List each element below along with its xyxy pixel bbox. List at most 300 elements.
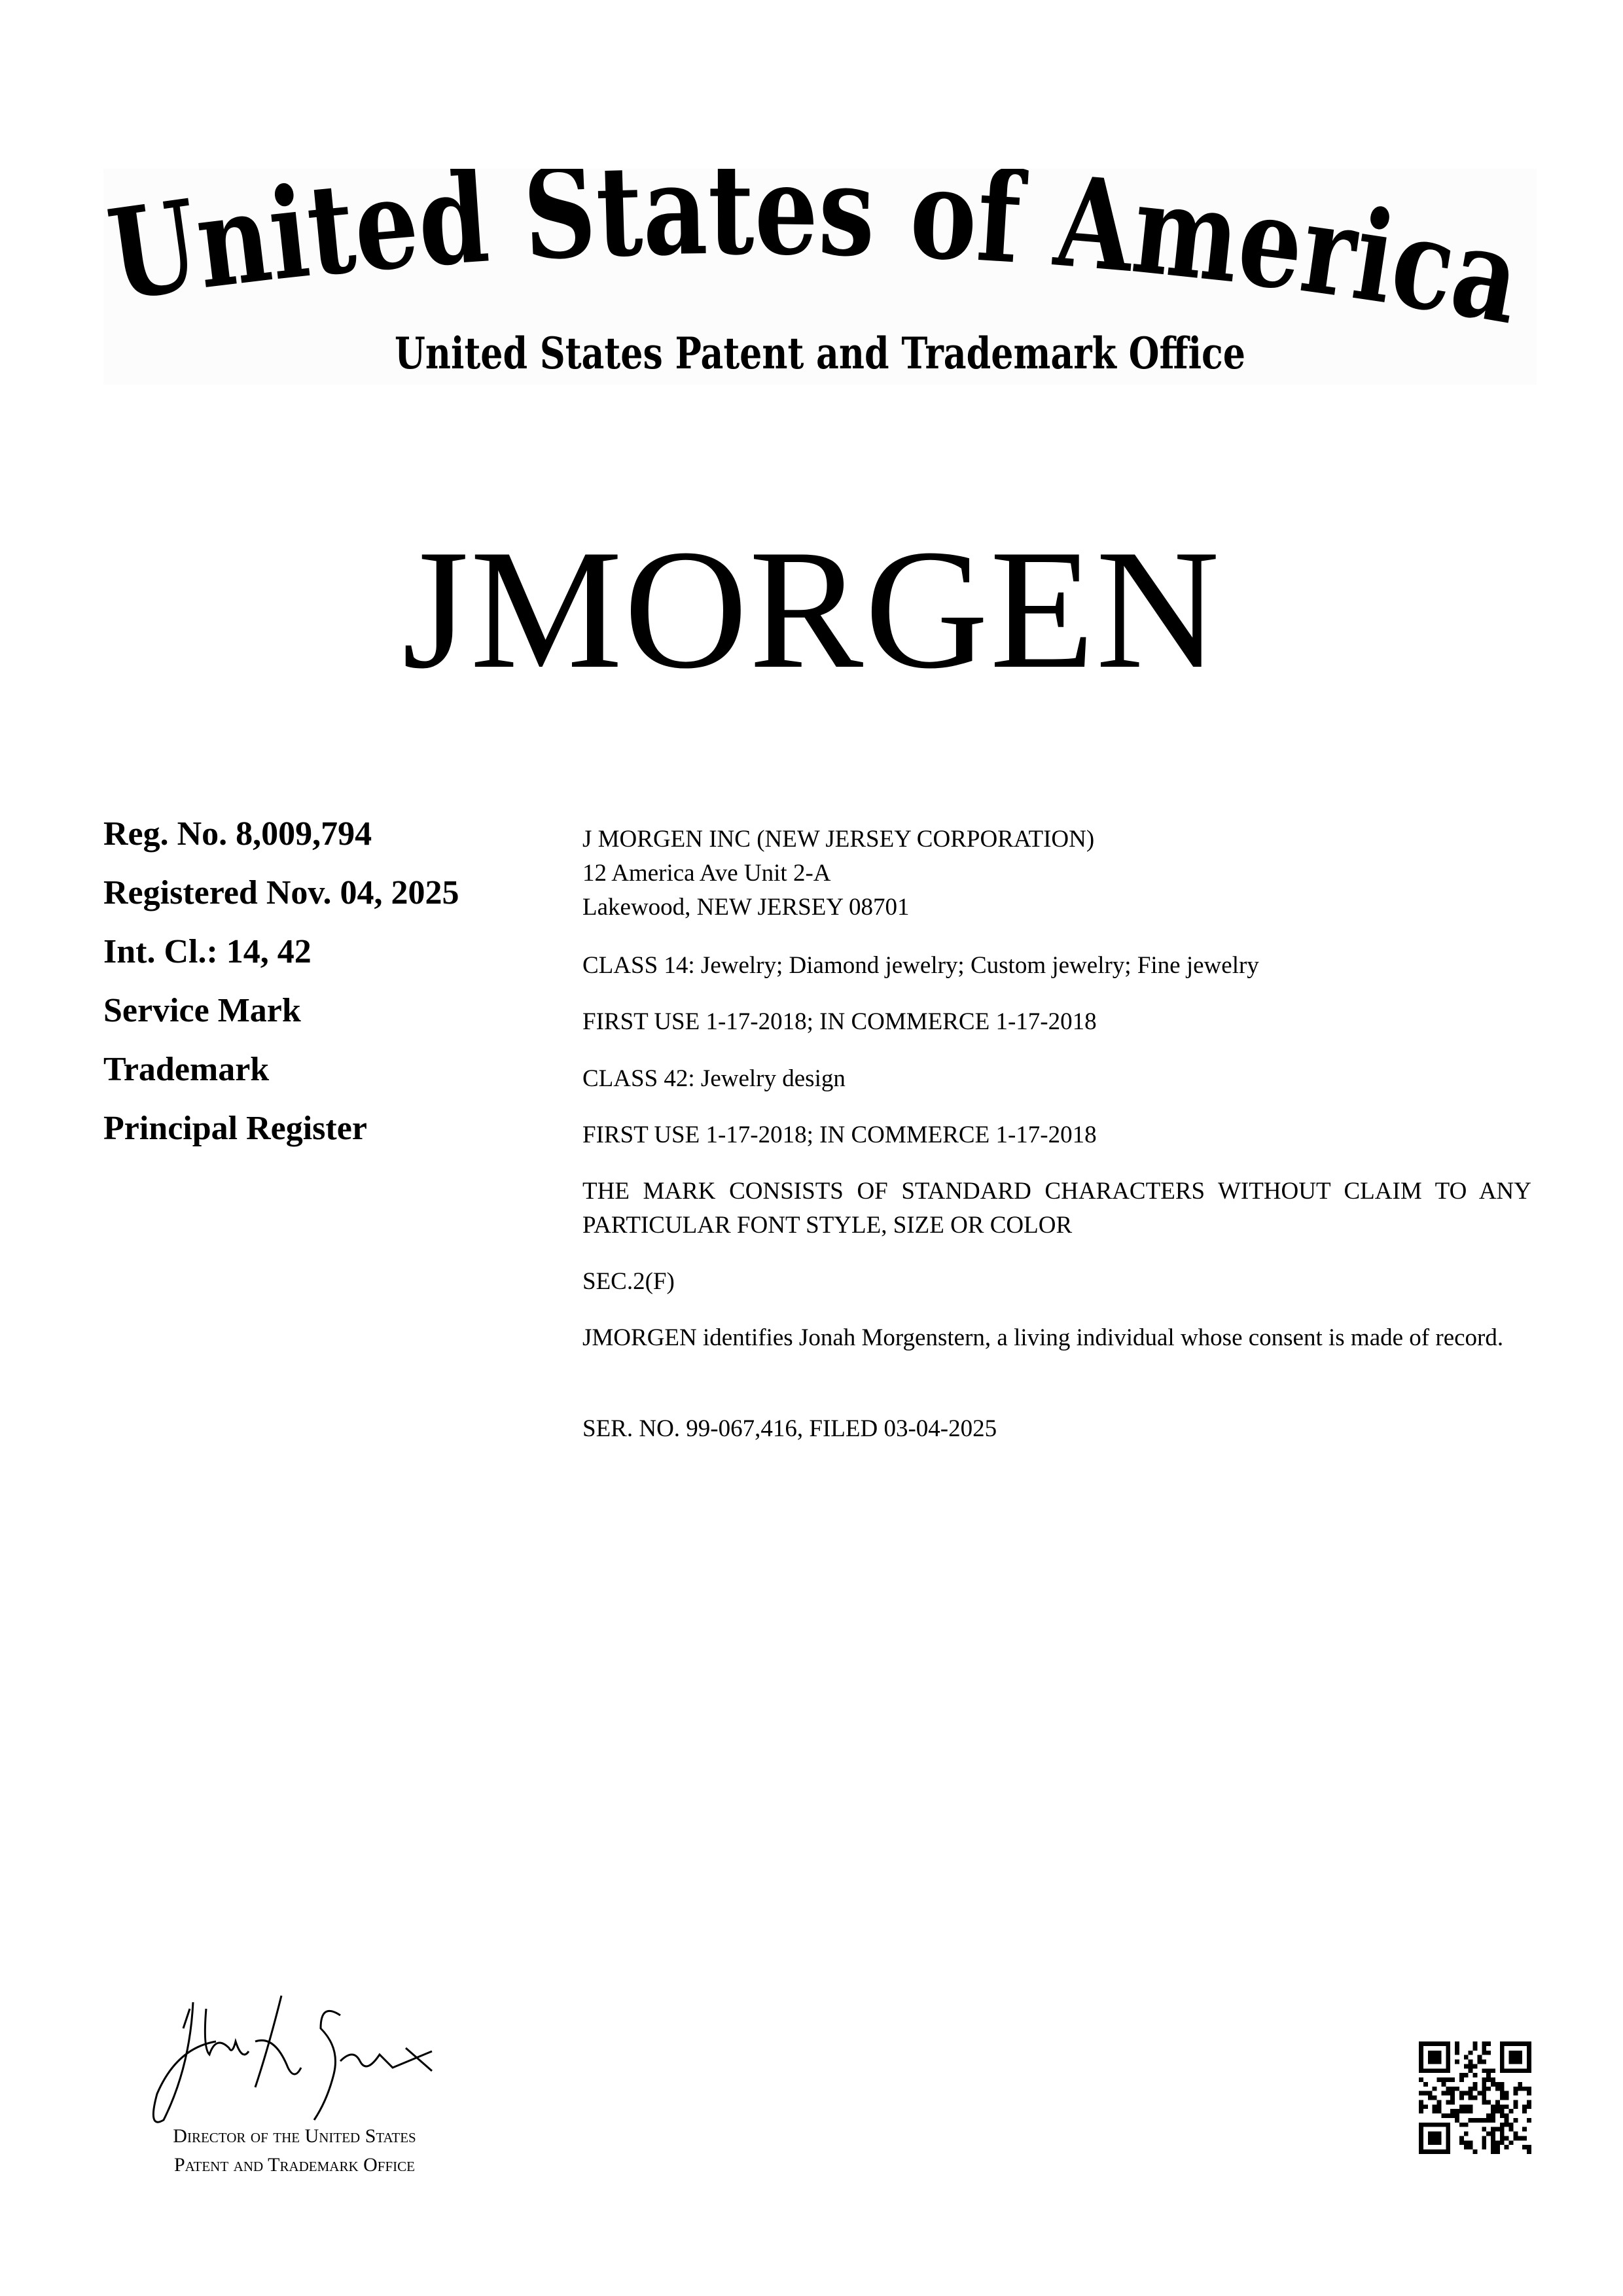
qr-module bbox=[1433, 2132, 1437, 2136]
qr-module bbox=[1473, 2041, 1478, 2046]
qr-module bbox=[1513, 2091, 1518, 2096]
qr-module bbox=[1522, 2127, 1527, 2132]
qr-module bbox=[1500, 2068, 1505, 2073]
qr-module bbox=[1437, 2136, 1442, 2140]
qr-module bbox=[1513, 2132, 1518, 2136]
qr-module bbox=[1486, 2087, 1491, 2091]
qr-module bbox=[1505, 2136, 1509, 2140]
qr-module bbox=[1419, 2140, 1423, 2145]
qr-module bbox=[1486, 2113, 1491, 2118]
qr-module bbox=[1495, 2140, 1500, 2145]
qr-module bbox=[1505, 2118, 1509, 2123]
qr-module bbox=[1437, 2051, 1442, 2055]
qr-module bbox=[1464, 2123, 1469, 2127]
qr-module bbox=[1433, 2136, 1437, 2140]
qr-module bbox=[1459, 2104, 1464, 2109]
banner-logo bbox=[103, 169, 1537, 385]
qr-module bbox=[1433, 2104, 1437, 2109]
qr-module bbox=[1513, 2118, 1518, 2123]
qr-module bbox=[1522, 2109, 1527, 2113]
qr-module bbox=[1455, 2041, 1459, 2046]
qr-module bbox=[1419, 2046, 1423, 2051]
qr-module bbox=[1486, 2100, 1491, 2104]
qr-module bbox=[1450, 2113, 1455, 2118]
qr-module bbox=[1518, 2041, 1522, 2046]
qr-module bbox=[1473, 2118, 1478, 2123]
qr-module bbox=[1469, 2064, 1473, 2068]
qr-module bbox=[1482, 2060, 1486, 2064]
qr-module bbox=[1450, 2077, 1455, 2082]
reg-number: Reg. No. 8,009,794 bbox=[103, 815, 372, 853]
qr-module bbox=[1491, 2145, 1495, 2149]
qr-module bbox=[1446, 2136, 1450, 2140]
qr-module bbox=[1527, 2060, 1531, 2064]
qr-module bbox=[1522, 2136, 1527, 2140]
qr-module bbox=[1477, 2055, 1482, 2060]
qr-module bbox=[1423, 2068, 1428, 2073]
qr-module bbox=[1491, 2127, 1495, 2132]
qr-module bbox=[1450, 2109, 1455, 2113]
qr-module bbox=[1473, 2082, 1478, 2087]
qr-module bbox=[1473, 2073, 1478, 2077]
qr-module bbox=[1423, 2091, 1428, 2096]
qr-module bbox=[1469, 2140, 1473, 2145]
qr-module bbox=[1505, 2113, 1509, 2118]
qr-module bbox=[1469, 2109, 1473, 2113]
qr-module bbox=[1419, 2123, 1423, 2127]
qr-module bbox=[1441, 2077, 1446, 2082]
qr-module bbox=[1495, 2145, 1500, 2149]
qr-module bbox=[1437, 2109, 1442, 2113]
qr-module bbox=[1491, 2068, 1495, 2073]
qr-module bbox=[1419, 2068, 1423, 2073]
qr-module bbox=[1482, 2100, 1486, 2104]
qr-module bbox=[1469, 2145, 1473, 2149]
qr-module bbox=[1486, 2118, 1491, 2123]
qr-module bbox=[1459, 2136, 1464, 2140]
qr-module bbox=[1419, 2060, 1423, 2064]
qr-module bbox=[1527, 2104, 1531, 2109]
qr-module bbox=[1486, 2073, 1491, 2077]
qr-module bbox=[1473, 2096, 1478, 2100]
qr-module bbox=[1527, 2145, 1531, 2149]
qr-module bbox=[1459, 2091, 1464, 2096]
qr-module bbox=[1428, 2091, 1433, 2096]
qr-module bbox=[1464, 2055, 1469, 2060]
qr-module bbox=[1482, 2068, 1486, 2073]
consent-statement: JMORGEN identifies Jonah Morgenstern, a living individual whose consent is made of record. bbox=[582, 1324, 1504, 1351]
qr-module bbox=[1518, 2136, 1522, 2140]
qr-module bbox=[1446, 2149, 1450, 2154]
owner-name: J MORGEN INC (NEW JERSEY CORPORATION) bbox=[582, 826, 1095, 853]
qr-module bbox=[1437, 2060, 1442, 2064]
qr-module bbox=[1491, 2077, 1495, 2082]
qr-module bbox=[1513, 2087, 1518, 2091]
qr-module bbox=[1450, 2091, 1455, 2096]
qr-module bbox=[1495, 2127, 1500, 2132]
qr-module bbox=[1482, 2096, 1486, 2100]
qr-module bbox=[1419, 2041, 1423, 2046]
qr-module bbox=[1446, 2091, 1450, 2096]
qr-module bbox=[1433, 2149, 1437, 2154]
qr-module bbox=[1459, 2109, 1464, 2113]
qr-module bbox=[1419, 2127, 1423, 2132]
qr-module bbox=[1482, 2127, 1486, 2132]
qr-module bbox=[1464, 2091, 1469, 2096]
qr-module bbox=[1477, 2060, 1482, 2064]
qr-module bbox=[1433, 2055, 1437, 2060]
qr-module bbox=[1518, 2082, 1522, 2087]
qr-module bbox=[1477, 2091, 1482, 2096]
register-type: Principal Register bbox=[103, 1110, 367, 1147]
qr-module bbox=[1500, 2104, 1505, 2109]
qr-module bbox=[1433, 2123, 1437, 2127]
qr-module bbox=[1469, 2118, 1473, 2123]
qr-module bbox=[1441, 2068, 1446, 2073]
qr-module bbox=[1518, 2055, 1522, 2060]
qr-module bbox=[1482, 2140, 1486, 2145]
qr-module bbox=[1482, 2136, 1486, 2140]
qr-module bbox=[1419, 2051, 1423, 2055]
director-signature bbox=[144, 1989, 445, 2130]
qr-module bbox=[1469, 2096, 1473, 2100]
qr-module bbox=[1527, 2051, 1531, 2055]
banner-subtitle: United States Patent and Trademark Office bbox=[395, 328, 1245, 379]
class-42-services: CLASS 42: Jewelry design bbox=[582, 1065, 846, 1092]
qr-module bbox=[1527, 2064, 1531, 2068]
qr-module bbox=[1459, 2096, 1464, 2100]
qr-module bbox=[1518, 2068, 1522, 2073]
qr-module bbox=[1455, 2118, 1459, 2123]
qr-module bbox=[1500, 2060, 1505, 2064]
qr-module bbox=[1446, 2127, 1450, 2132]
qr-module bbox=[1433, 2041, 1437, 2046]
qr-module bbox=[1423, 2123, 1428, 2127]
qr-module bbox=[1500, 2113, 1505, 2118]
qr-module bbox=[1428, 2140, 1433, 2145]
qr-module bbox=[1500, 2041, 1505, 2046]
qr-module bbox=[1482, 2051, 1486, 2055]
qr-module bbox=[1505, 2091, 1509, 2096]
qr-module bbox=[1500, 2132, 1505, 2136]
qr-module bbox=[1464, 2073, 1469, 2077]
qr-module bbox=[1419, 2091, 1423, 2096]
qr-module bbox=[1522, 2068, 1527, 2073]
qr-module bbox=[1513, 2060, 1518, 2064]
qr-module bbox=[1446, 2064, 1450, 2068]
qr-module bbox=[1446, 2068, 1450, 2073]
qr-module bbox=[1455, 2109, 1459, 2113]
qr-module bbox=[1500, 2127, 1505, 2132]
qr-module bbox=[1518, 2051, 1522, 2055]
qr-module bbox=[1428, 2123, 1433, 2127]
qr-module bbox=[1464, 2109, 1469, 2113]
qr-module bbox=[1527, 2046, 1531, 2051]
qr-code bbox=[1419, 2041, 1531, 2154]
qr-module bbox=[1518, 2060, 1522, 2064]
qr-module bbox=[1423, 2041, 1428, 2046]
qr-module bbox=[1473, 2064, 1478, 2068]
qr-module bbox=[1500, 2123, 1505, 2127]
qr-module bbox=[1509, 2051, 1514, 2055]
banner-title: United States of America bbox=[103, 169, 1537, 355]
qr-module bbox=[1446, 2113, 1450, 2118]
qr-module bbox=[1477, 2118, 1482, 2123]
qr-module bbox=[1437, 2140, 1442, 2145]
owner-address-line2: Lakewood, NEW JERSEY 08701 bbox=[582, 894, 910, 921]
qr-module bbox=[1437, 2132, 1442, 2136]
qr-module bbox=[1446, 2051, 1450, 2055]
qr-module bbox=[1441, 2082, 1446, 2087]
qr-module bbox=[1446, 2046, 1450, 2051]
qr-module bbox=[1450, 2087, 1455, 2091]
qr-module bbox=[1428, 2051, 1433, 2055]
qr-module bbox=[1423, 2082, 1428, 2087]
qr-module bbox=[1522, 2041, 1527, 2046]
qr-module bbox=[1433, 2087, 1437, 2091]
qr-module bbox=[1509, 2068, 1514, 2073]
qr-module bbox=[1513, 2051, 1518, 2055]
qr-module bbox=[1509, 2060, 1514, 2064]
qr-module bbox=[1433, 2060, 1437, 2064]
qr-module bbox=[1469, 2051, 1473, 2055]
qr-module bbox=[1437, 2041, 1442, 2046]
qr-module bbox=[1419, 2064, 1423, 2068]
qr-module bbox=[1482, 2145, 1486, 2149]
qr-module bbox=[1446, 2100, 1450, 2104]
qr-module bbox=[1419, 2109, 1423, 2113]
qr-module bbox=[1455, 2087, 1459, 2091]
qr-module bbox=[1527, 2091, 1531, 2096]
qr-module bbox=[1446, 2132, 1450, 2136]
qr-module bbox=[1423, 2104, 1428, 2109]
int-class: Int. Cl.: 14, 42 bbox=[103, 933, 312, 970]
qr-module bbox=[1513, 2068, 1518, 2073]
qr-module bbox=[1500, 2087, 1505, 2091]
qr-module bbox=[1428, 2132, 1433, 2136]
qr-module bbox=[1446, 2077, 1450, 2082]
qr-module bbox=[1500, 2055, 1505, 2060]
qr-module bbox=[1509, 2109, 1514, 2113]
qr-module bbox=[1419, 2055, 1423, 2060]
qr-module bbox=[1495, 2104, 1500, 2109]
qr-module bbox=[1469, 2087, 1473, 2091]
qr-module bbox=[1518, 2087, 1522, 2091]
qr-module bbox=[1428, 2149, 1433, 2154]
qr-module bbox=[1513, 2055, 1518, 2060]
qr-module bbox=[1491, 2132, 1495, 2136]
qr-module bbox=[1509, 2140, 1514, 2145]
qr-module bbox=[1482, 2077, 1486, 2082]
qr-module bbox=[1527, 2068, 1531, 2073]
qr-module bbox=[1428, 2136, 1433, 2140]
qr-module bbox=[1419, 2145, 1423, 2149]
qr-module bbox=[1473, 2087, 1478, 2091]
qr-module bbox=[1505, 2041, 1509, 2046]
qr-module bbox=[1446, 2123, 1450, 2127]
qr-module bbox=[1473, 2149, 1478, 2154]
qr-module bbox=[1433, 2109, 1437, 2113]
qr-module bbox=[1437, 2100, 1442, 2104]
qr-module bbox=[1446, 2055, 1450, 2060]
qr-module bbox=[1509, 2041, 1514, 2046]
qr-module bbox=[1500, 2096, 1505, 2100]
qr-module bbox=[1500, 2082, 1505, 2087]
qr-module bbox=[1505, 2104, 1509, 2109]
qr-module bbox=[1522, 2104, 1527, 2109]
qr-module bbox=[1437, 2104, 1442, 2109]
qr-module bbox=[1505, 2068, 1509, 2073]
qr-module bbox=[1500, 2091, 1505, 2096]
qr-module bbox=[1459, 2123, 1464, 2127]
qr-module bbox=[1455, 2051, 1459, 2055]
qr-module bbox=[1486, 2077, 1491, 2082]
qr-module bbox=[1527, 2087, 1531, 2091]
uspto-banner bbox=[103, 169, 1537, 385]
qr-module bbox=[1522, 2145, 1527, 2149]
qr-module bbox=[1495, 2100, 1500, 2104]
qr-module bbox=[1486, 2051, 1491, 2055]
qr-module bbox=[1437, 2055, 1442, 2060]
qr-module bbox=[1464, 2064, 1469, 2068]
qr-module bbox=[1464, 2104, 1469, 2109]
owner-address-line1: 12 America Ave Unit 2-A bbox=[582, 860, 831, 887]
qr-module bbox=[1527, 2055, 1531, 2060]
qr-module bbox=[1482, 2118, 1486, 2123]
qr-module bbox=[1482, 2082, 1486, 2087]
qr-module bbox=[1446, 2060, 1450, 2064]
qr-module bbox=[1500, 2064, 1505, 2068]
qr-module bbox=[1428, 2060, 1433, 2064]
qr-module bbox=[1513, 2104, 1518, 2109]
qr-module bbox=[1491, 2113, 1495, 2118]
qr-module bbox=[1459, 2140, 1464, 2145]
qr-module bbox=[1491, 2140, 1495, 2145]
qr-module bbox=[1495, 2087, 1500, 2091]
director-title-line1: Director of the United States bbox=[173, 2125, 416, 2147]
qr-module bbox=[1513, 2100, 1518, 2104]
qr-module bbox=[1509, 2055, 1514, 2060]
qr-module bbox=[1482, 2087, 1486, 2091]
director-title-line2: Patent and Trademark Office bbox=[174, 2154, 415, 2176]
qr-module bbox=[1464, 2145, 1469, 2149]
qr-module bbox=[1446, 2140, 1450, 2145]
qr-module bbox=[1441, 2149, 1446, 2154]
qr-module bbox=[1428, 2096, 1433, 2100]
qr-module bbox=[1459, 2077, 1464, 2082]
qr-module bbox=[1491, 2118, 1495, 2123]
qr-module bbox=[1527, 2100, 1531, 2104]
qr-module bbox=[1428, 2068, 1433, 2073]
qr-module bbox=[1423, 2149, 1428, 2154]
qr-module bbox=[1450, 2096, 1455, 2100]
qr-module bbox=[1495, 2082, 1500, 2087]
qr-module bbox=[1446, 2087, 1450, 2091]
qr-module bbox=[1505, 2145, 1509, 2149]
qr-module bbox=[1455, 2046, 1459, 2051]
qr-module bbox=[1491, 2082, 1495, 2087]
qr-module bbox=[1441, 2123, 1446, 2127]
qr-module bbox=[1527, 2118, 1531, 2123]
qr-module bbox=[1437, 2077, 1442, 2082]
qr-module bbox=[1446, 2145, 1450, 2149]
qr-module bbox=[1419, 2104, 1423, 2109]
qr-module bbox=[1486, 2132, 1491, 2136]
qr-module bbox=[1437, 2123, 1442, 2127]
qr-module bbox=[1505, 2096, 1509, 2100]
qr-module bbox=[1527, 2149, 1531, 2154]
qr-module bbox=[1428, 2055, 1433, 2060]
registered-date: Registered Nov. 04, 2025 bbox=[103, 874, 459, 911]
serial-number: SER. NO. 99-067,416, FILED 03-04-2025 bbox=[582, 1415, 997, 1442]
class-14-goods: CLASS 14: Jewelry; Diamond jewelry; Custom jewelry; Fine jewelry bbox=[582, 952, 1259, 979]
qr-module bbox=[1464, 2132, 1469, 2136]
qr-module bbox=[1455, 2060, 1459, 2064]
qr-module bbox=[1491, 2136, 1495, 2140]
qr-module bbox=[1486, 2068, 1491, 2073]
qr-module bbox=[1469, 2091, 1473, 2096]
qr-module bbox=[1441, 2113, 1446, 2118]
qr-module bbox=[1433, 2068, 1437, 2073]
qr-module bbox=[1419, 2136, 1423, 2140]
qr-module bbox=[1433, 2140, 1437, 2145]
class-14-first-use: FIRST USE 1-17-2018; IN COMMERCE 1-17-2018 bbox=[582, 1008, 1097, 1035]
qr-module bbox=[1446, 2041, 1450, 2046]
section-2f: SEC.2(F) bbox=[582, 1268, 675, 1295]
qr-module bbox=[1455, 2113, 1459, 2118]
qr-module bbox=[1473, 2046, 1478, 2051]
qr-module bbox=[1527, 2041, 1531, 2046]
qr-module bbox=[1505, 2123, 1509, 2127]
trademark-wordmark: JMORGEN bbox=[402, 514, 1221, 704]
qr-module bbox=[1437, 2149, 1442, 2154]
qr-module bbox=[1522, 2087, 1527, 2091]
qr-module bbox=[1437, 2068, 1442, 2073]
qr-module bbox=[1482, 2041, 1486, 2046]
mark-description: THE MARK CONSISTS OF STANDARD CHARACTERS WITHOUT CLAIM TO ANY PARTICULAR FONT STYLE, SIZE OR COLOR bbox=[582, 1178, 1531, 1239]
qr-module bbox=[1459, 2073, 1464, 2077]
qr-module bbox=[1513, 2041, 1518, 2046]
qr-module bbox=[1469, 2104, 1473, 2109]
qr-module bbox=[1419, 2077, 1423, 2082]
qr-module bbox=[1509, 2123, 1514, 2127]
qr-module bbox=[1441, 2041, 1446, 2046]
qr-module bbox=[1433, 2096, 1437, 2100]
qr-module bbox=[1500, 2136, 1505, 2140]
qr-module bbox=[1491, 2104, 1495, 2109]
qr-module bbox=[1500, 2140, 1505, 2145]
qr-module bbox=[1491, 2109, 1495, 2113]
qr-module bbox=[1469, 2060, 1473, 2064]
qr-module bbox=[1482, 2046, 1486, 2051]
mark-type-service: Service Mark bbox=[103, 992, 301, 1029]
qr-module bbox=[1500, 2051, 1505, 2055]
class-42-first-use: FIRST USE 1-17-2018; IN COMMERCE 1-17-2018 bbox=[582, 1122, 1097, 1148]
qr-module bbox=[1464, 2140, 1469, 2145]
qr-module bbox=[1441, 2091, 1446, 2096]
qr-module bbox=[1500, 2046, 1505, 2051]
qr-module bbox=[1419, 2132, 1423, 2136]
mark-type-trademark: Trademark bbox=[103, 1051, 270, 1088]
qr-module bbox=[1419, 2149, 1423, 2154]
qr-module bbox=[1428, 2041, 1433, 2046]
qr-module bbox=[1500, 2109, 1505, 2113]
qr-module bbox=[1419, 2100, 1423, 2104]
qr-module bbox=[1495, 2149, 1500, 2154]
qr-module bbox=[1450, 2100, 1455, 2104]
qr-module bbox=[1491, 2149, 1495, 2154]
qr-module bbox=[1486, 2041, 1491, 2046]
